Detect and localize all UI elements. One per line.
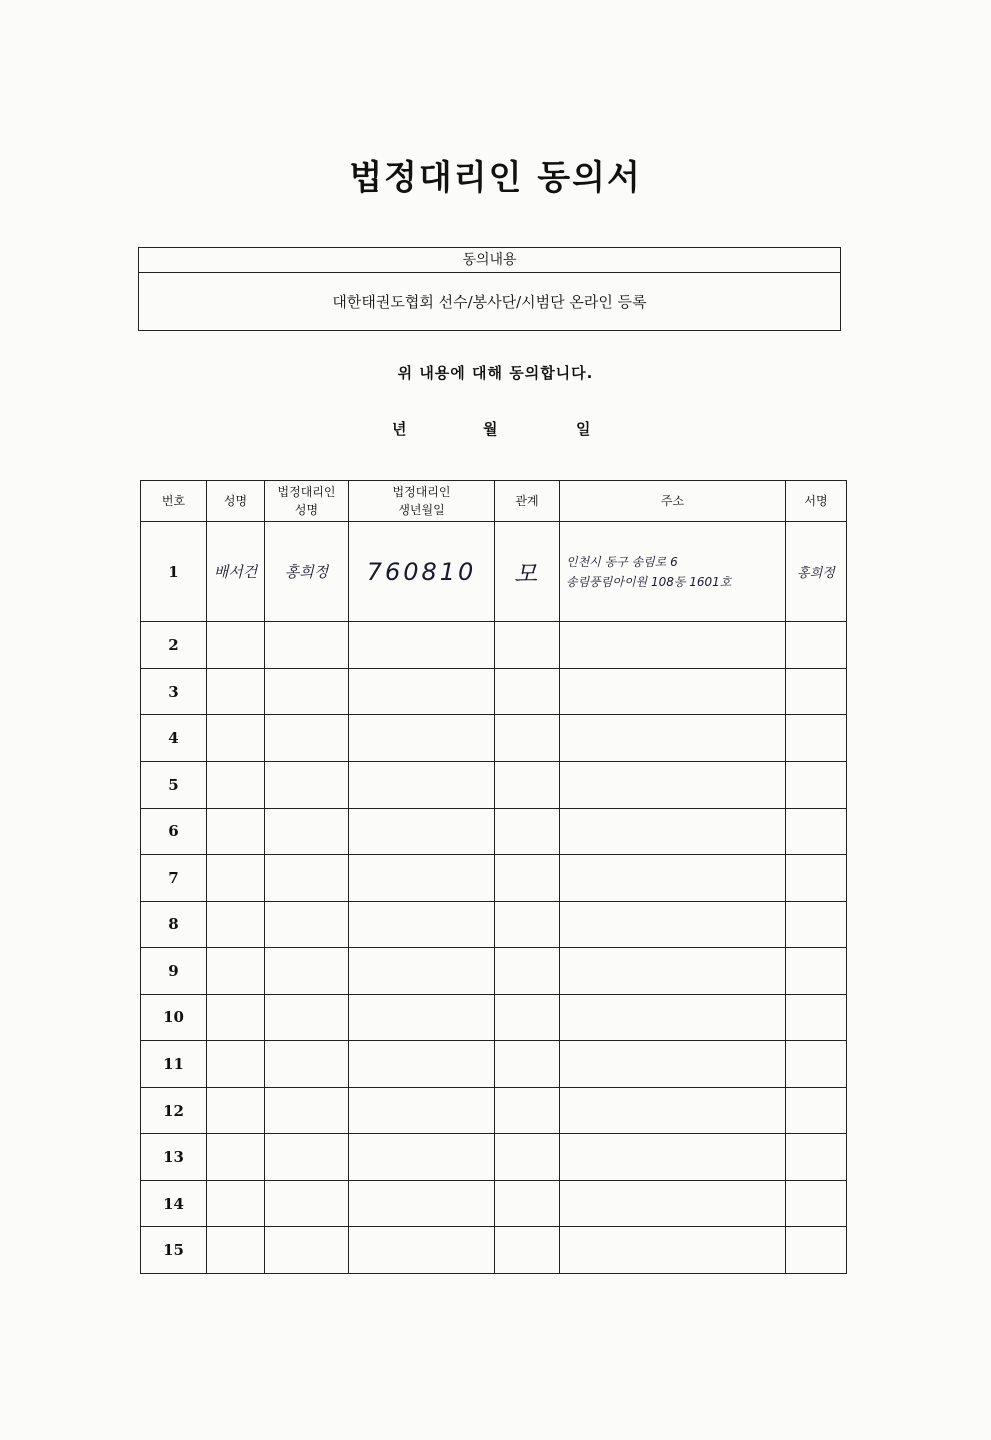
student-name-cell[interactable] bbox=[207, 1180, 265, 1227]
student-name-cell[interactable] bbox=[207, 1041, 265, 1088]
student-name-cell[interactable] bbox=[207, 994, 265, 1041]
student-name-cell[interactable] bbox=[207, 668, 265, 715]
signature-cell[interactable]: 홍희정 bbox=[786, 522, 847, 622]
guardian-name-cell[interactable] bbox=[265, 808, 349, 855]
guardian-birth-cell[interactable] bbox=[349, 1041, 495, 1088]
table-row bbox=[141, 1134, 847, 1181]
guardian-birth-cell[interactable] bbox=[349, 808, 495, 855]
relation-cell[interactable] bbox=[495, 994, 560, 1041]
address-cell[interactable] bbox=[560, 994, 786, 1041]
guardian-name-cell[interactable] bbox=[265, 948, 349, 995]
guardian-birth-cell[interactable] bbox=[349, 901, 495, 948]
guardian-name-cell[interactable] bbox=[265, 715, 349, 762]
signature-cell[interactable] bbox=[786, 1087, 847, 1134]
row-number[interactable]: 15 bbox=[141, 1227, 207, 1274]
guardian-birth-cell[interactable] bbox=[349, 1180, 495, 1227]
guardian-name-cell[interactable] bbox=[265, 1087, 349, 1134]
table-row bbox=[141, 762, 847, 809]
header-guardian-name bbox=[265, 481, 349, 522]
relation-cell[interactable] bbox=[495, 808, 560, 855]
address-cell[interactable] bbox=[560, 808, 786, 855]
guardian-birth-cell[interactable] bbox=[349, 994, 495, 1041]
guardian-name-cell[interactable] bbox=[265, 622, 349, 669]
guardian-name-cell[interactable] bbox=[265, 1134, 349, 1181]
student-name-cell[interactable] bbox=[207, 1134, 265, 1181]
student-name-cell[interactable] bbox=[207, 715, 265, 762]
table-row bbox=[141, 668, 847, 715]
signature-cell[interactable] bbox=[786, 855, 847, 902]
row-number[interactable]: 13 bbox=[141, 1134, 207, 1181]
table-row bbox=[141, 522, 847, 622]
table-row bbox=[141, 808, 847, 855]
relation-cell[interactable] bbox=[495, 855, 560, 902]
header-relation: 관계 bbox=[495, 481, 560, 522]
date-day-label: 일 bbox=[576, 420, 591, 438]
guardian-name-cell[interactable] bbox=[265, 994, 349, 1041]
guardian-name-cell[interactable] bbox=[265, 668, 349, 715]
signature-cell[interactable] bbox=[786, 901, 847, 948]
document-title: 법정대리인 동의서 bbox=[349, 158, 642, 198]
table-row bbox=[141, 1087, 847, 1134]
consent-box bbox=[138, 247, 841, 331]
address-cell[interactable] bbox=[560, 948, 786, 995]
relation-cell[interactable] bbox=[495, 948, 560, 995]
header-guardian-birth-text: 법정대리인 생년월일 bbox=[392, 485, 451, 517]
row-number[interactable]: 1 bbox=[141, 522, 207, 622]
address-cell[interactable] bbox=[560, 1227, 786, 1274]
header-guardian-birth bbox=[349, 481, 495, 522]
guardian-birth-cell[interactable]: 760810 bbox=[349, 522, 495, 622]
guardian-table bbox=[140, 480, 847, 1274]
header-address: 주소 bbox=[560, 481, 786, 522]
address-cell[interactable] bbox=[560, 668, 786, 715]
address-cell[interactable] bbox=[560, 1180, 786, 1227]
guardian-name-cell[interactable] bbox=[265, 1227, 349, 1274]
agree-statement: 위 내용에 대해 동의합니다. bbox=[397, 364, 594, 382]
row-number[interactable]: 8 bbox=[141, 901, 207, 948]
address-cell[interactable] bbox=[560, 762, 786, 809]
guardian-birth-cell[interactable] bbox=[349, 762, 495, 809]
header-signature: 서명 bbox=[786, 481, 847, 522]
header-name: 성명 bbox=[207, 481, 265, 522]
student-name-cell[interactable] bbox=[207, 762, 265, 809]
signature-cell[interactable] bbox=[786, 1180, 847, 1227]
signature-cell[interactable] bbox=[786, 762, 847, 809]
relation-cell[interactable] bbox=[495, 1087, 560, 1134]
relation-cell[interactable] bbox=[495, 715, 560, 762]
student-name-cell[interactable] bbox=[207, 622, 265, 669]
row-number[interactable]: 10 bbox=[141, 994, 207, 1041]
address-cell[interactable] bbox=[560, 1134, 786, 1181]
student-name-cell[interactable] bbox=[207, 948, 265, 995]
address-cell[interactable] bbox=[560, 855, 786, 902]
relation-cell[interactable] bbox=[495, 1180, 560, 1227]
date-line bbox=[392, 418, 602, 440]
date-year-label: 년 bbox=[392, 420, 407, 438]
table-row bbox=[141, 1041, 847, 1088]
row-number[interactable]: 5 bbox=[141, 762, 207, 809]
address-cell[interactable] bbox=[560, 1041, 786, 1088]
signature-cell[interactable] bbox=[786, 994, 847, 1041]
row-number[interactable]: 6 bbox=[141, 808, 207, 855]
table-row bbox=[141, 901, 847, 948]
row-number[interactable]: 12 bbox=[141, 1087, 207, 1134]
header-guardian-name-text: 법정대리인 성명 bbox=[277, 485, 336, 517]
signature-cell[interactable] bbox=[786, 808, 847, 855]
table-header-row bbox=[141, 481, 847, 522]
guardian-birth-cell[interactable] bbox=[349, 948, 495, 995]
row-number[interactable]: 14 bbox=[141, 1180, 207, 1227]
address-line-1: 인천시 동구 송림로 6 bbox=[566, 554, 678, 569]
table-row bbox=[141, 715, 847, 762]
consent-body: 대한태권도협회 선수/봉사단/시범단 온라인 등록 bbox=[332, 293, 647, 311]
student-name-cell[interactable] bbox=[207, 808, 265, 855]
signature-cell[interactable] bbox=[786, 622, 847, 669]
table-row bbox=[141, 1180, 847, 1227]
guardian-name-cell[interactable] bbox=[265, 855, 349, 902]
table-row bbox=[141, 1227, 847, 1274]
relation-cell[interactable] bbox=[495, 901, 560, 948]
guardian-birth-cell[interactable] bbox=[349, 855, 495, 902]
signature-cell[interactable] bbox=[786, 668, 847, 715]
student-name-cell[interactable]: 배서건 bbox=[207, 522, 265, 622]
row-number[interactable]: 9 bbox=[141, 948, 207, 995]
student-name-cell[interactable] bbox=[207, 1087, 265, 1134]
guardian-birth-cell[interactable] bbox=[349, 715, 495, 762]
relation-cell[interactable] bbox=[495, 1227, 560, 1274]
row-number[interactable]: 2 bbox=[141, 622, 207, 669]
relation-cell[interactable] bbox=[495, 762, 560, 809]
guardian-birth-cell[interactable] bbox=[349, 1134, 495, 1181]
guardian-birth-cell[interactable] bbox=[349, 622, 495, 669]
student-name-cell[interactable] bbox=[207, 901, 265, 948]
relation-cell[interactable] bbox=[495, 622, 560, 669]
guardian-name-cell[interactable]: 홍희정 bbox=[265, 522, 349, 622]
student-name-cell[interactable] bbox=[207, 1227, 265, 1274]
relation-cell[interactable] bbox=[495, 668, 560, 715]
table-row bbox=[141, 622, 847, 669]
date-month-label: 월 bbox=[483, 420, 498, 438]
address-cell[interactable] bbox=[560, 1087, 786, 1134]
address-cell[interactable] bbox=[560, 622, 786, 669]
signature-cell[interactable] bbox=[786, 948, 847, 995]
guardian-name-cell[interactable] bbox=[265, 1180, 349, 1227]
signature-cell[interactable] bbox=[786, 1041, 847, 1088]
guardian-birth-cell[interactable] bbox=[349, 1227, 495, 1274]
guardian-name-cell[interactable] bbox=[265, 762, 349, 809]
address-cell[interactable] bbox=[560, 901, 786, 948]
student-name-cell[interactable] bbox=[207, 855, 265, 902]
relation-cell[interactable] bbox=[495, 1134, 560, 1181]
guardian-name-cell[interactable] bbox=[265, 1041, 349, 1088]
row-number[interactable]: 11 bbox=[141, 1041, 207, 1088]
relation-cell[interactable]: 모 bbox=[495, 522, 560, 622]
guardian-birth-cell[interactable] bbox=[349, 1087, 495, 1134]
table-row bbox=[141, 948, 847, 995]
signature-cell[interactable] bbox=[786, 1227, 847, 1274]
table-row bbox=[141, 855, 847, 902]
table-row bbox=[141, 994, 847, 1041]
relation-cell[interactable] bbox=[495, 1041, 560, 1088]
guardian-birth-cell[interactable] bbox=[349, 668, 495, 715]
row-number[interactable]: 4 bbox=[141, 715, 207, 762]
address-cell[interactable] bbox=[560, 715, 786, 762]
address-line-2: 송림풍림아이원 108동 1601호 bbox=[566, 574, 732, 589]
consent-header: 동의내용 bbox=[139, 248, 840, 273]
header-number: 번호 bbox=[141, 481, 207, 522]
address-cell[interactable] bbox=[560, 522, 786, 622]
guardian-name-cell[interactable] bbox=[265, 901, 349, 948]
row-number[interactable]: 3 bbox=[141, 668, 207, 715]
row-number[interactable]: 7 bbox=[141, 855, 207, 902]
signature-cell[interactable] bbox=[786, 715, 847, 762]
signature-cell[interactable] bbox=[786, 1134, 847, 1181]
